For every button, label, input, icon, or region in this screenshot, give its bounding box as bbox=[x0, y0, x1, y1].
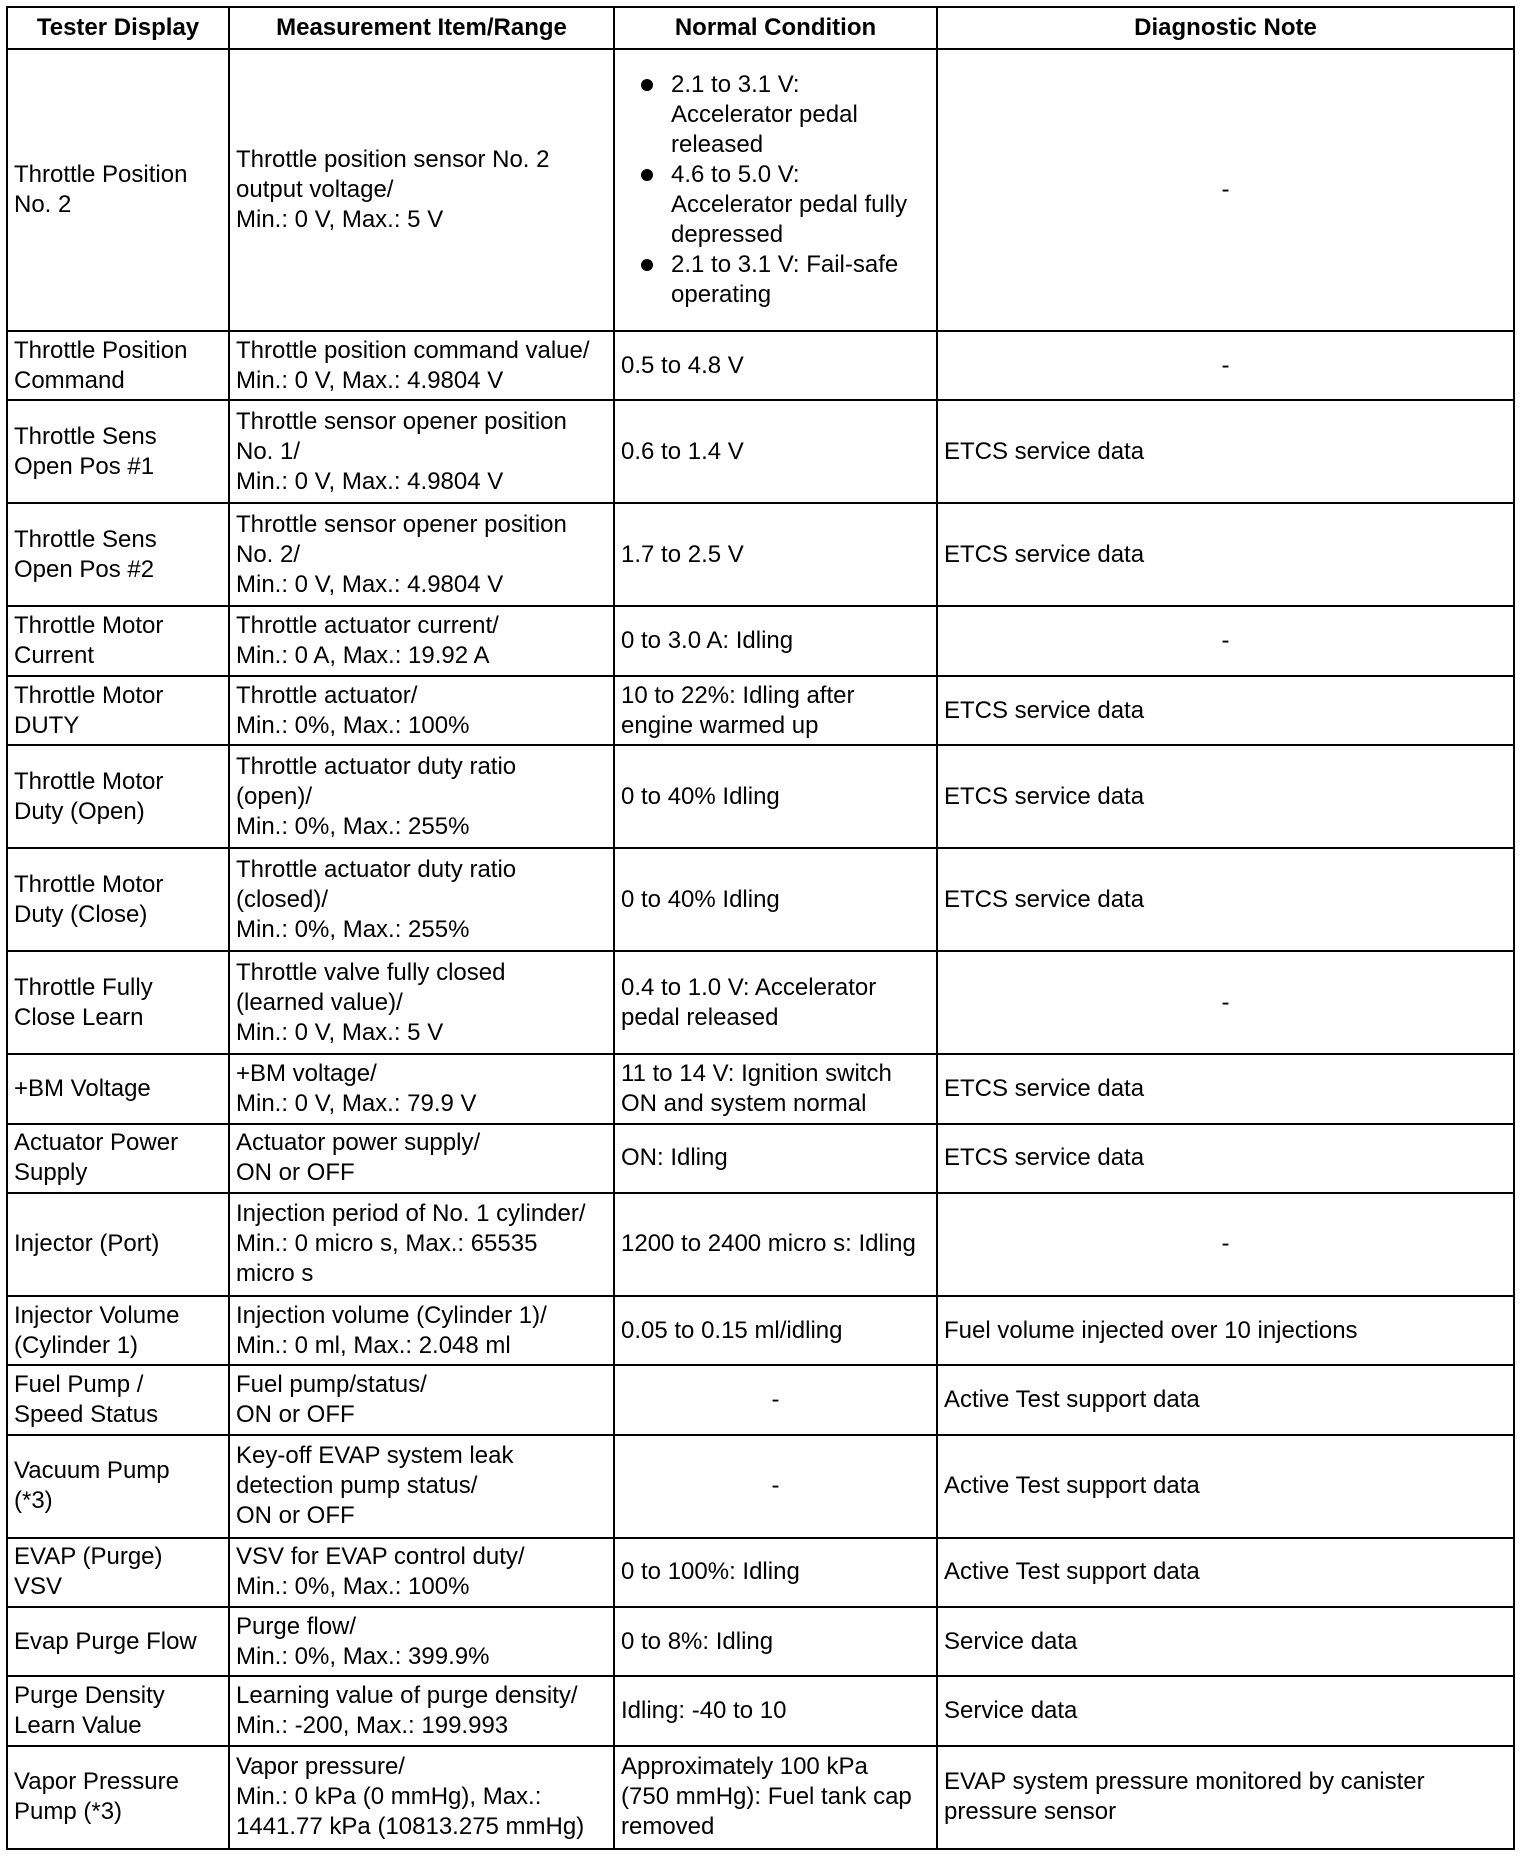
tester-display-cell bbox=[7, 49, 229, 331]
tester-display-cell bbox=[7, 1193, 229, 1296]
measurement-cell bbox=[229, 503, 614, 606]
condition-bullet-item bbox=[621, 250, 930, 310]
condition-text: engine warmed up bbox=[621, 711, 819, 739]
measurement-text: Learning value of purge density/ bbox=[236, 1682, 578, 1710]
normal-condition-cell bbox=[614, 1365, 937, 1434]
tester-display-cell bbox=[7, 1435, 229, 1538]
measurement-text: Min.: 0 kPa (0 mmHg), Max.: bbox=[236, 1783, 542, 1811]
condition-text: 1200 to 2400 micro s: Idling bbox=[621, 1230, 916, 1258]
tester-display-cell bbox=[7, 606, 229, 675]
table-row bbox=[7, 49, 1514, 331]
measurement-text: ON or OFF bbox=[236, 1159, 355, 1187]
measurement-cell bbox=[229, 1607, 614, 1676]
normal-condition-cell bbox=[614, 1054, 937, 1123]
condition-text: 0.5 to 4.8 V bbox=[621, 351, 744, 379]
measurement-cell bbox=[229, 49, 614, 331]
condition-text: 0.6 to 1.4 V bbox=[621, 437, 744, 465]
measurement-text: VSV for EVAP control duty/ bbox=[236, 1543, 525, 1571]
measurement-text: Injection volume (Cylinder 1)/ bbox=[236, 1301, 547, 1329]
table-body bbox=[7, 49, 1514, 1849]
data-list-table bbox=[6, 6, 1515, 1850]
table-row bbox=[7, 1746, 1514, 1849]
measurement-text: micro s bbox=[236, 1260, 314, 1288]
measurement-text: detection pump status/ bbox=[236, 1472, 478, 1500]
tester-display-text: Purge Density bbox=[14, 1682, 165, 1710]
normal-condition-cell bbox=[614, 400, 937, 503]
tester-display-text: Close Learn bbox=[14, 1003, 144, 1031]
tester-display-text: Open Pos #1 bbox=[14, 452, 155, 480]
condition-text: 0 to 40% Idling bbox=[621, 885, 780, 913]
table-row bbox=[7, 1607, 1514, 1676]
diagnostic-note-text: EVAP system pressure monitored by canister bbox=[944, 1768, 1425, 1796]
measurement-text: +BM voltage/ bbox=[236, 1059, 377, 1087]
tester-display-text: Command bbox=[14, 366, 125, 394]
diagnostic-note-cell bbox=[937, 1365, 1514, 1434]
measurement-text: Min.: 0 micro s, Max.: 65535 bbox=[236, 1230, 538, 1258]
tester-display-text: Throttle Sens bbox=[14, 525, 157, 553]
diagnostic-note-cell bbox=[937, 1607, 1514, 1676]
diagnostic-note-text: - bbox=[1221, 176, 1230, 204]
measurement-text: Throttle actuator current/ bbox=[236, 612, 499, 640]
normal-condition-cell bbox=[614, 1538, 937, 1607]
tester-display-text: VSV bbox=[14, 1573, 63, 1601]
diagnostic-note-text: - bbox=[1221, 1230, 1230, 1258]
condition-text: - bbox=[771, 1472, 780, 1500]
condition-text: 2.1 to 3.1 V: Fail-safe bbox=[671, 251, 899, 279]
measurement-text: Throttle sensor opener position bbox=[236, 510, 567, 538]
diagnostic-note-text: ETCS service data bbox=[944, 1074, 1145, 1102]
measurement-cell bbox=[229, 1435, 614, 1538]
condition-text: 0 to 100%: Idling bbox=[621, 1558, 800, 1586]
measurement-text: Throttle position command value/ bbox=[236, 336, 590, 364]
diagnostic-note-cell bbox=[937, 1538, 1514, 1607]
diagnostic-note-text: ETCS service data bbox=[944, 885, 1145, 913]
tester-display-text: Throttle Fully bbox=[14, 973, 153, 1001]
tester-display-text: DUTY bbox=[14, 711, 80, 739]
diagnostic-note-text: ETCS service data bbox=[944, 1144, 1145, 1172]
measurement-cell bbox=[229, 1365, 614, 1434]
header-normal-condition: Normal Condition bbox=[614, 7, 937, 49]
normal-condition-cell bbox=[614, 676, 937, 745]
tester-display-text: Throttle Motor bbox=[14, 870, 164, 898]
tester-display-text: Vacuum Pump bbox=[14, 1457, 170, 1485]
tester-display-cell bbox=[7, 400, 229, 503]
tester-display-cell bbox=[7, 1746, 229, 1849]
condition-text: 1.7 to 2.5 V bbox=[621, 540, 744, 568]
measurement-text: Min.: 0 V, Max.: 5 V bbox=[236, 1018, 444, 1046]
measurement-text: Min.: 0 V, Max.: 4.9804 V bbox=[236, 366, 504, 394]
diagnostic-note-text: ETCS service data bbox=[944, 437, 1145, 465]
diagnostic-note-cell bbox=[937, 1054, 1514, 1123]
table-row bbox=[7, 676, 1514, 745]
condition-text: Idling: -40 to 10 bbox=[621, 1697, 787, 1725]
measurement-text: Throttle position sensor No. 2 bbox=[236, 146, 550, 174]
tester-display-text: Fuel Pump / bbox=[14, 1371, 144, 1399]
measurement-text: (learned value)/ bbox=[236, 988, 403, 1016]
tester-display-cell bbox=[7, 1124, 229, 1193]
diagnostic-note-text: ETCS service data bbox=[944, 782, 1145, 810]
table-row bbox=[7, 1435, 1514, 1538]
condition-bullet-item bbox=[621, 70, 930, 160]
diagnostic-note-cell bbox=[937, 331, 1514, 400]
measurement-text: Fuel pump/status/ bbox=[236, 1371, 427, 1399]
measurement-text: Min.: 0 A, Max.: 19.92 A bbox=[236, 642, 490, 670]
tester-display-cell bbox=[7, 331, 229, 400]
diagnostic-note-cell bbox=[937, 503, 1514, 606]
normal-condition-cell bbox=[614, 503, 937, 606]
tester-display-text: EVAP (Purge) bbox=[14, 1543, 163, 1571]
measurement-text: 1441.77 kPa (10813.275 mmHg) bbox=[236, 1813, 585, 1841]
measurement-text: Min.: 0 V, Max.: 4.9804 V bbox=[236, 467, 504, 495]
condition-text: ON and system normal bbox=[621, 1089, 867, 1117]
condition-text: released bbox=[671, 131, 764, 159]
table-row bbox=[7, 745, 1514, 848]
tester-display-cell bbox=[7, 1676, 229, 1745]
normal-condition-cell bbox=[614, 331, 937, 400]
condition-text: operating bbox=[671, 281, 772, 309]
table-row bbox=[7, 503, 1514, 606]
condition-text: 10 to 22%: Idling after bbox=[621, 681, 855, 709]
measurement-cell bbox=[229, 331, 614, 400]
condition-text: depressed bbox=[671, 221, 784, 249]
diagnostic-note-text: pressure sensor bbox=[944, 1798, 1117, 1826]
normal-condition-cell bbox=[614, 606, 937, 675]
measurement-text: Purge flow/ bbox=[236, 1612, 357, 1640]
measurement-cell bbox=[229, 606, 614, 675]
condition-text: Accelerator pedal bbox=[671, 101, 858, 129]
measurement-text: ON or OFF bbox=[236, 1401, 355, 1429]
diagnostic-note-text: Service data bbox=[944, 1627, 1078, 1655]
tester-display-text: Supply bbox=[14, 1159, 88, 1187]
diagnostic-note-text: - bbox=[1221, 351, 1230, 379]
measurement-text: Throttle actuator duty ratio bbox=[236, 752, 517, 780]
measurement-cell bbox=[229, 1193, 614, 1296]
diagnostic-note-cell bbox=[937, 49, 1514, 331]
condition-text: 4.6 to 5.0 V: bbox=[671, 161, 800, 189]
table-row bbox=[7, 400, 1514, 503]
measurement-text: Min.: 0 V, Max.: 79.9 V bbox=[236, 1089, 477, 1117]
tester-display-text: Throttle Position bbox=[14, 336, 188, 364]
tester-display-cell bbox=[7, 503, 229, 606]
header-row bbox=[7, 7, 1514, 49]
normal-condition-cell bbox=[614, 1746, 937, 1849]
measurement-text: Min.: 0%, Max.: 100% bbox=[236, 1573, 470, 1601]
normal-condition-cell bbox=[614, 745, 937, 848]
measurement-cell bbox=[229, 1124, 614, 1193]
table-row bbox=[7, 1054, 1514, 1123]
tester-display-cell bbox=[7, 1054, 229, 1123]
measurement-text: (closed)/ bbox=[236, 885, 329, 913]
diagnostic-note-cell bbox=[937, 1296, 1514, 1365]
tester-display-cell bbox=[7, 1365, 229, 1434]
tester-display-text: Throttle Motor bbox=[14, 612, 164, 640]
measurement-text: Vapor pressure/ bbox=[236, 1753, 405, 1781]
header-measurement-item: Measurement Item/Range bbox=[229, 7, 614, 49]
measurement-cell bbox=[229, 745, 614, 848]
diagnostic-note-text: Active Test support data bbox=[944, 1472, 1200, 1500]
table-row bbox=[7, 951, 1514, 1054]
condition-text: Approximately 100 kPa bbox=[621, 1753, 868, 1781]
tester-display-text: (Cylinder 1) bbox=[14, 1331, 139, 1359]
measurement-cell bbox=[229, 1538, 614, 1607]
normal-condition-cell bbox=[614, 848, 937, 951]
diagnostic-note-cell bbox=[937, 1193, 1514, 1296]
diagnostic-note-cell bbox=[937, 676, 1514, 745]
measurement-text: Min.: 0 ml, Max.: 2.048 ml bbox=[236, 1331, 511, 1359]
diagnostic-note-cell bbox=[937, 1124, 1514, 1193]
measurement-text: Min.: 0%, Max.: 255% bbox=[236, 812, 470, 840]
measurement-text: Min.: 0 V, Max.: 5 V bbox=[236, 206, 444, 234]
measurement-text: No. 1/ bbox=[236, 437, 301, 465]
tester-display-text: Injector (Port) bbox=[14, 1230, 160, 1258]
measurement-text: Min.: 0%, Max.: 100% bbox=[236, 711, 470, 739]
diagnostic-note-cell bbox=[937, 1676, 1514, 1745]
normal-condition-cell bbox=[614, 1607, 937, 1676]
condition-text: 0.05 to 0.15 ml/idling bbox=[621, 1316, 843, 1344]
diagnostic-note-cell bbox=[937, 400, 1514, 503]
tester-display-text: Throttle Motor bbox=[14, 681, 164, 709]
diagnostic-note-cell bbox=[937, 848, 1514, 951]
tester-display-text: Duty (Open) bbox=[14, 797, 145, 825]
measurement-cell bbox=[229, 848, 614, 951]
measurement-cell bbox=[229, 1676, 614, 1745]
measurement-cell bbox=[229, 1296, 614, 1365]
measurement-text: (open)/ bbox=[236, 782, 313, 810]
condition-text: 0 to 3.0 A: Idling bbox=[621, 627, 794, 655]
tester-display-text: Throttle Sens bbox=[14, 422, 157, 450]
condition-text: 2.1 to 3.1 V: bbox=[671, 71, 800, 99]
tester-display-text: Evap Purge Flow bbox=[14, 1627, 197, 1655]
table-row bbox=[7, 848, 1514, 951]
condition-text: pedal released bbox=[621, 1003, 779, 1031]
condition-text: 0 to 40% Idling bbox=[621, 782, 780, 810]
table-row bbox=[7, 1538, 1514, 1607]
tester-display-cell bbox=[7, 676, 229, 745]
measurement-text: Injection period of No. 1 cylinder/ bbox=[236, 1200, 586, 1228]
diagnostic-note-text: - bbox=[1221, 988, 1230, 1016]
tester-display-cell bbox=[7, 1538, 229, 1607]
table-row bbox=[7, 1365, 1514, 1434]
tester-display-text: Injector Volume bbox=[14, 1301, 180, 1329]
condition-text: Accelerator pedal fully bbox=[671, 191, 908, 219]
table-row bbox=[7, 606, 1514, 675]
measurement-cell bbox=[229, 1746, 614, 1849]
condition-text: 0.4 to 1.0 V: Accelerator bbox=[621, 973, 877, 1001]
diagnostic-note-cell bbox=[937, 606, 1514, 675]
tester-display-text: Duty (Close) bbox=[14, 900, 148, 928]
condition-bullet-item bbox=[621, 160, 930, 250]
measurement-text: output voltage/ bbox=[236, 176, 394, 204]
tester-display-text: Throttle Position bbox=[14, 161, 188, 189]
tester-display-text: +BM Voltage bbox=[14, 1074, 151, 1102]
table-row bbox=[7, 1676, 1514, 1745]
tester-display-text: Current bbox=[14, 642, 95, 670]
table-row bbox=[7, 1193, 1514, 1296]
header-diagnostic-note: Diagnostic Note bbox=[937, 7, 1514, 49]
tester-display-text: No. 2 bbox=[14, 191, 72, 219]
normal-condition-cell bbox=[614, 951, 937, 1054]
diagnostic-note-cell bbox=[937, 1435, 1514, 1538]
table-row bbox=[7, 1124, 1514, 1193]
tester-display-cell bbox=[7, 951, 229, 1054]
condition-text: (750 mmHg): Fuel tank cap bbox=[621, 1783, 912, 1811]
tester-display-cell bbox=[7, 1607, 229, 1676]
diagnostic-note-text: Active Test support data bbox=[944, 1386, 1200, 1414]
tester-display-text: Vapor Pressure bbox=[14, 1768, 179, 1796]
measurement-text: Throttle valve fully closed bbox=[236, 958, 506, 986]
normal-condition-cell bbox=[614, 1676, 937, 1745]
measurement-cell bbox=[229, 1054, 614, 1123]
tester-display-cell bbox=[7, 745, 229, 848]
condition-text: removed bbox=[621, 1813, 715, 1841]
diagnostic-note-text: - bbox=[1221, 627, 1230, 655]
diagnostic-note-text: Active Test support data bbox=[944, 1558, 1200, 1586]
table-row bbox=[7, 331, 1514, 400]
diagnostic-note-cell bbox=[937, 745, 1514, 848]
tester-display-text: Throttle Motor bbox=[14, 767, 164, 795]
normal-condition-cell bbox=[614, 1435, 937, 1538]
diagnostic-note-cell bbox=[937, 951, 1514, 1054]
table-row bbox=[7, 1296, 1514, 1365]
measurement-text: Min.: -200, Max.: 199.993 bbox=[236, 1712, 509, 1740]
measurement-text: ON or OFF bbox=[236, 1502, 355, 1530]
measurement-cell bbox=[229, 676, 614, 745]
condition-text: - bbox=[771, 1386, 780, 1414]
diagnostic-note-cell bbox=[937, 1746, 1514, 1849]
condition-text: ON: Idling bbox=[621, 1144, 728, 1172]
diagnostic-note-text: Service data bbox=[944, 1697, 1078, 1725]
tester-display-text: Learn Value bbox=[14, 1712, 142, 1740]
tester-display-text: (*3) bbox=[14, 1487, 53, 1515]
diagnostic-note-text: Fuel volume injected over 10 injections bbox=[944, 1316, 1358, 1344]
normal-condition-cell bbox=[614, 1193, 937, 1296]
header-tester-display: Tester Display bbox=[7, 7, 229, 49]
condition-text: 11 to 14 V: Ignition switch bbox=[621, 1059, 892, 1087]
measurement-text: Throttle sensor opener position bbox=[236, 407, 567, 435]
measurement-text: No. 2/ bbox=[236, 540, 301, 568]
measurement-text: Min.: 0 V, Max.: 4.9804 V bbox=[236, 570, 504, 598]
measurement-text: Min.: 0%, Max.: 399.9% bbox=[236, 1642, 490, 1670]
normal-condition-cell bbox=[614, 49, 937, 331]
measurement-text: Key-off EVAP system leak bbox=[236, 1442, 514, 1470]
measurement-text: Throttle actuator/ bbox=[236, 681, 418, 709]
tester-display-text: Open Pos #2 bbox=[14, 555, 155, 583]
condition-text: 0 to 8%: Idling bbox=[621, 1627, 774, 1655]
normal-condition-cell bbox=[614, 1296, 937, 1365]
diagnostic-note-text: ETCS service data bbox=[944, 540, 1145, 568]
normal-condition-cell bbox=[614, 1124, 937, 1193]
condition-bullet-list bbox=[621, 70, 930, 310]
tester-display-text: Speed Status bbox=[14, 1401, 159, 1429]
tester-display-cell bbox=[7, 1296, 229, 1365]
tester-display-text: Actuator Power bbox=[14, 1129, 179, 1157]
measurement-cell bbox=[229, 400, 614, 503]
tester-display-cell bbox=[7, 848, 229, 951]
diagnostic-note-text: ETCS service data bbox=[944, 696, 1145, 724]
measurement-text: Min.: 0%, Max.: 255% bbox=[236, 915, 470, 943]
measurement-text: Actuator power supply/ bbox=[236, 1129, 481, 1157]
measurement-text: Throttle actuator duty ratio bbox=[236, 855, 517, 883]
tester-display-text: Pump (*3) bbox=[14, 1798, 123, 1826]
measurement-cell bbox=[229, 951, 614, 1054]
